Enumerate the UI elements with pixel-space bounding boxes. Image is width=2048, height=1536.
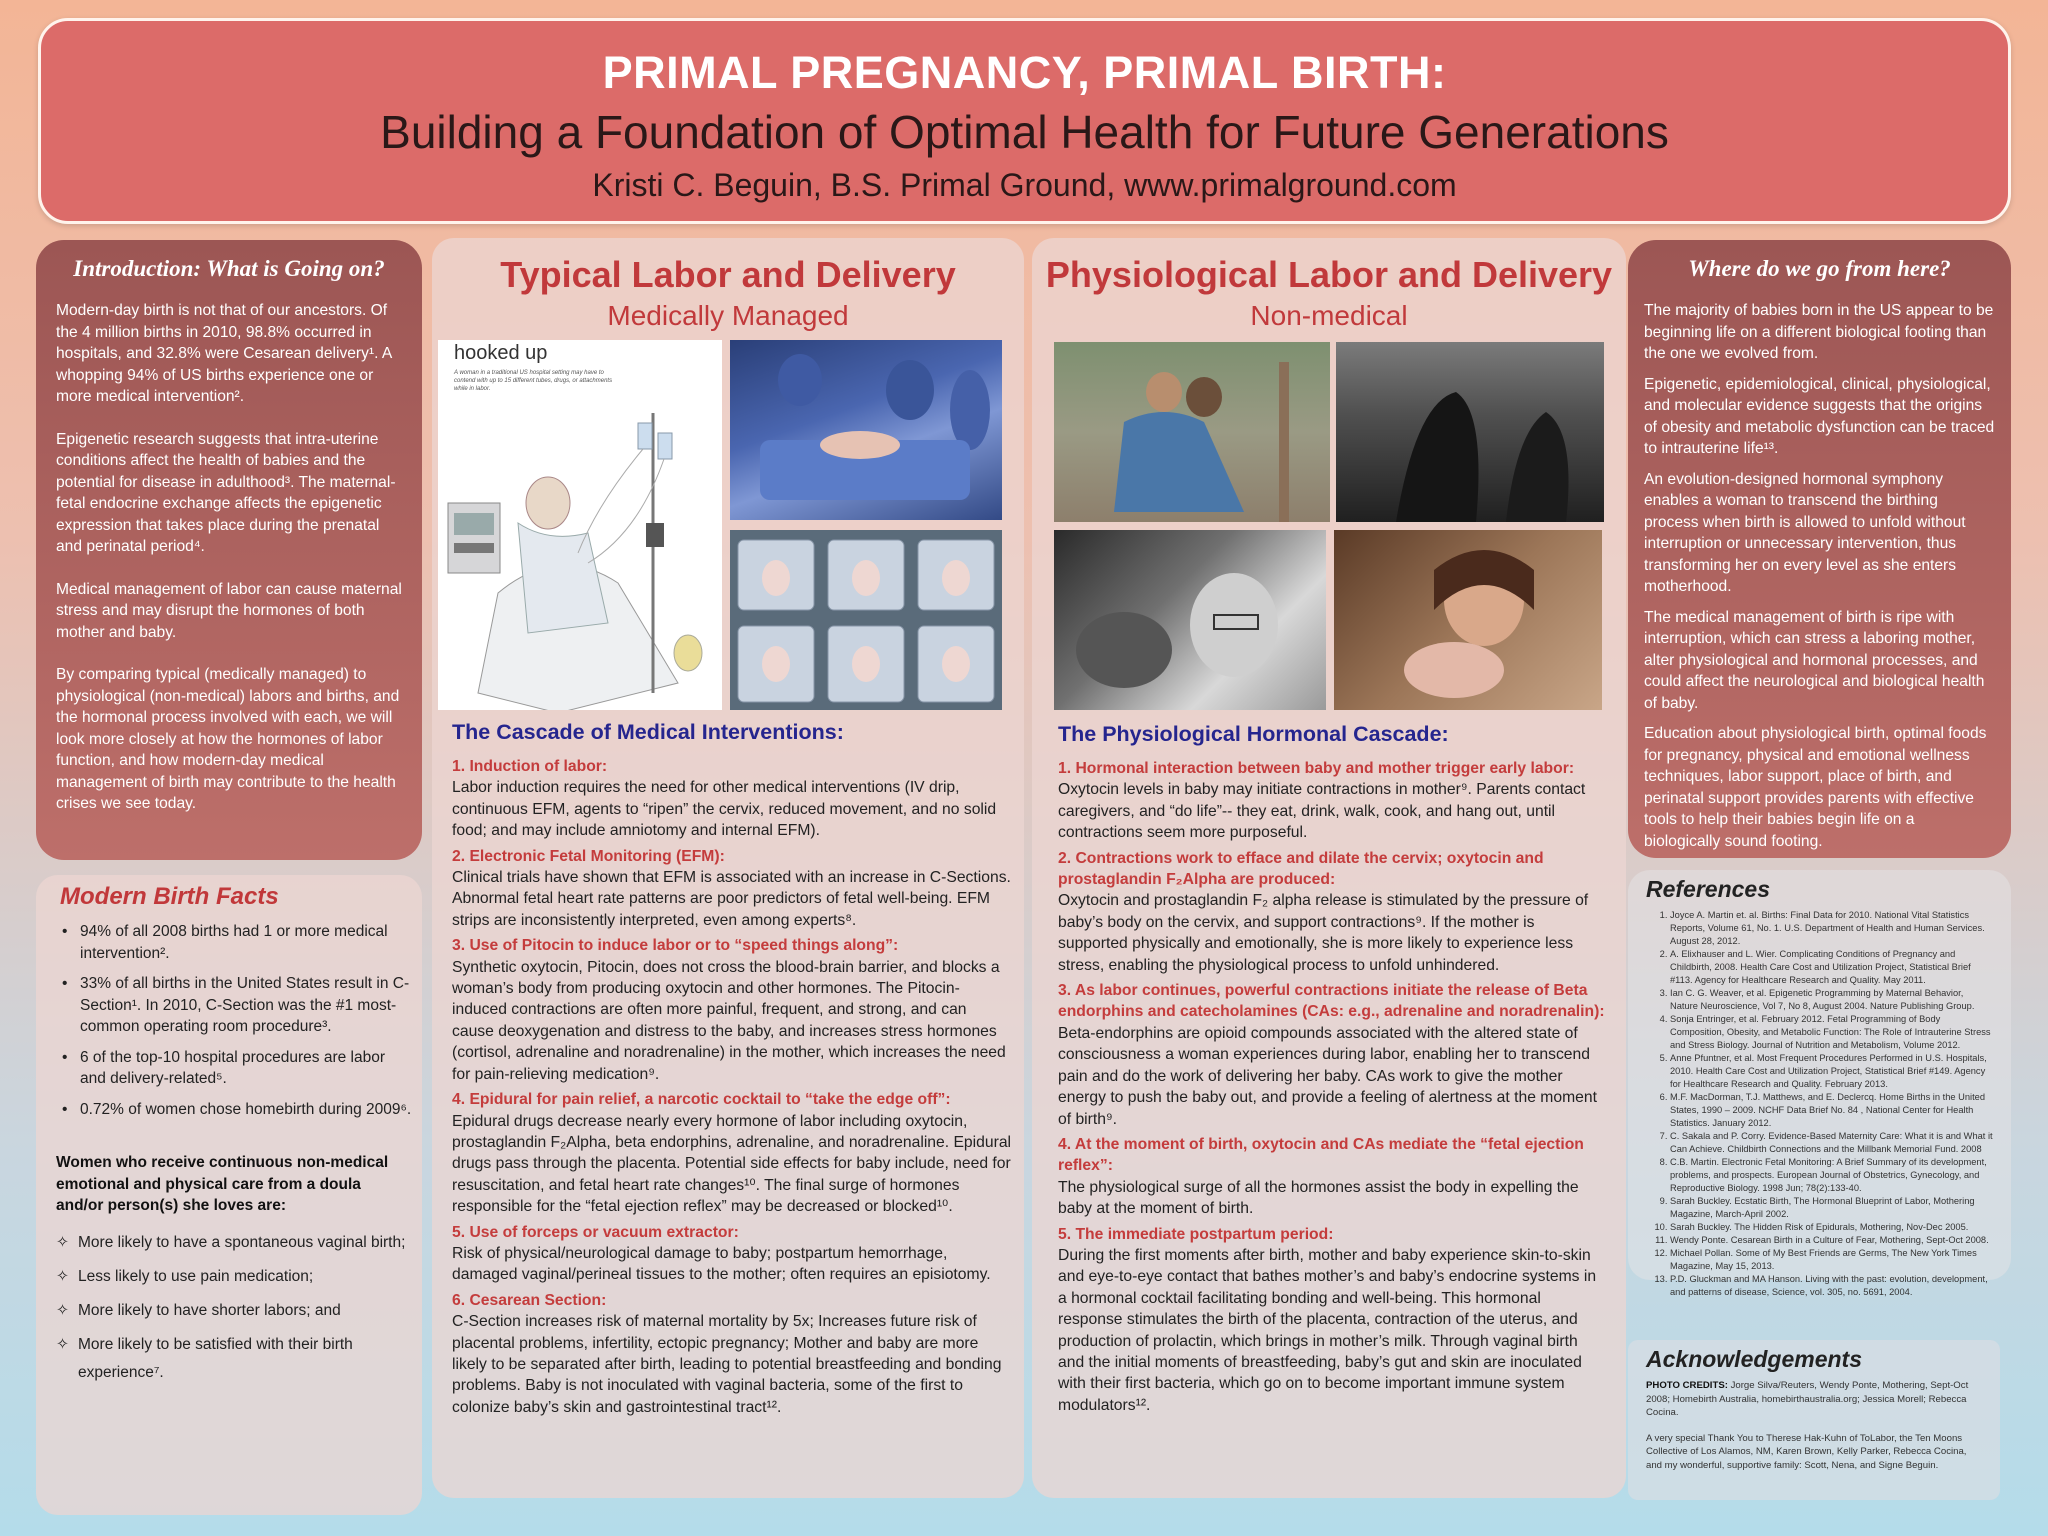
mother-bw-photo [1054, 530, 1326, 710]
labor-support-photo [1054, 342, 1330, 522]
typical-subtitle: Medically Managed [607, 300, 849, 331]
typical-panel [432, 238, 1024, 1498]
cascade-step-text: The physiological surge of all the hormones assist the body in expelling the baby at the moment of birth. [1058, 1178, 1579, 1218]
silhouette-scene [1336, 342, 1604, 522]
poster-title: PRIMAL PREGNANCY, PRIMAL BIRTH: [602, 47, 1447, 98]
intervention-text: Labor induction requires the need for other medical interventions (IV drip, continuous EFM, agents to “ripen” the cervix, reduced movement, and no solid food; and may include amniotomy and internal EFM). [452, 779, 997, 840]
intervention-heading: 4. Epidural for pain relief, a narcotic cocktail to “take the edge off”: [452, 1091, 951, 1109]
where-paragraph: Epigenetic, epidemiological, clinical, physiological, and molecular evidence suggests that the origins of obesity and metabolic dysfunction can be traced to intrauterine life¹³. [1644, 375, 1995, 457]
poster-author: Kristi C. Beguin, B.S. Primal Ground, www.primalground.com [592, 167, 1457, 203]
fact-item: • 33% of all births in the United States result in C-Section¹. In 2010, C-Section was the #1 most-common operating room procedure³. [58, 973, 412, 1038]
hooked-up-diagram [438, 340, 722, 710]
reference-item: 7. C. Sakala and P. Corry. Evidence-Based Maternity Care: What it is and What it Can Achieve. Childbirth Connections and the Millbank Memorial Fund. 2008 [1670, 1130, 1993, 1156]
intro-paragraph: By comparing typical (medically managed) to physiological (non-medical) labors and births, and the hormonal process involved with each, we will look more closely at how the hormones of labor function, and how modern-day medical management of birth may contribute to the health crises we see today. [56, 666, 400, 812]
waterbirth-scene [1334, 530, 1602, 710]
intervention-heading: 5. Use of forceps or vacuum extractor: [452, 1223, 739, 1241]
benefit-item: ✧ More likely to have shorter labors; and [54, 1297, 412, 1325]
reference-item: 4. Sonja Entringer, et al. February 2012. Fetal Programming of Body Composition, Obesity, and Metabolic Function: The Role of Intrauterine Stress and Stress Biology. Journal of Nutrition and Metabolism, Volume 2012. [1670, 1013, 1993, 1052]
fact-item: • 6 of the top-10 hospital procedures are labor and delivery-related⁵. [58, 1047, 412, 1090]
intervention-heading: 2. Electronic Fetal Monitoring (EFM): [452, 847, 725, 865]
where-panel [1628, 240, 2011, 858]
facts-heading: Modern Birth Facts [60, 883, 279, 910]
reference-item: 9. Sarah Buckley. Ecstatic Birth, The Hormonal Blueprint of Labor, Mothering Magazine, March-April 2002. [1670, 1195, 1993, 1221]
couple-photo [1054, 342, 1330, 522]
fact-item: • 94% of all 2008 births had 1 or more medical intervention². [58, 921, 412, 964]
where-paragraph: The majority of babies born in the US appear to be beginning life on a different biological footing than the one we evolved from. [1644, 302, 1994, 362]
reference-item: 3. Ian C. G. Weaver, et al. Epigenetic Programming by Maternal Behavior, Nature Neuroscience, Vol 7, No 8, August 2004. Nature Publishing Group. [1670, 987, 1993, 1013]
intervention-text: Risk of physical/neurological damage to baby; postpartum hemorrhage, damaged vaginal/perineal tissues to the mother; often requires an episiotomy. [452, 1244, 991, 1284]
photo-credits [1646, 1379, 1982, 1420]
intro-heading: Introduction: What is Going on? [73, 256, 385, 281]
reference-item: 8. C.B. Martin. Electronic Fetal Monitoring: A Brief Summary of its development, problems, and prospects. European Journal of Obstetrics, Gynecology, and Reproductive Biology. 1998 Jun; 78(2):133-40. [1670, 1156, 1993, 1195]
cascade-step-heading: 5. The immediate postpartum period: [1058, 1225, 1334, 1243]
cascade-step-heading: 2. Contractions work to efface and dilate the cervix; oxytocin and prostaglandin F₂Alpha are produced: [1058, 849, 1544, 889]
where-heading: Where do we go from here? [1688, 256, 1951, 281]
interventions-list [452, 752, 1012, 1420]
cascade-step-text: Beta-endorphins are opioid compounds associated with the altered state of consciousness a woman experiences during labor, enabling her to transcend pain and do the work of delivering her baby. CAs work to give the mother energy to push the baby out, and provide a feeling of alertness at the moment of birth⁹. [1058, 1024, 1597, 1128]
reference-item: 1. Joyce A. Martin et. al. Births: Final Data for 2010. National Vital Statistics Reports, Volume 61, No. 1. U.S. Department of Health and Human Services. August 28, 2012. [1670, 909, 1993, 948]
poster-subtitle: Building a Foundation of Optimal Health for Future Generations [380, 106, 1669, 158]
nursery-photo [730, 530, 1002, 710]
reference-item: 5. Anne Pfuntner, et al. Most Frequent Procedures Performed in U.S. Hospitals, 2010. Health Care Cost and Utilization Project, Statistical Brief #149. Agency for Healthcare Research and Quality. February 2013. [1670, 1052, 1993, 1091]
typical-title: Typical Labor and Delivery [500, 254, 956, 295]
benefit-item: ✧ More likely to be satisfied with their birth experience⁷. [54, 1331, 412, 1387]
intro-panel [36, 240, 422, 860]
benefit-item: ✧ Less likely to use pain medication; [54, 1263, 412, 1291]
intervention-heading: 1. Induction of labor: [452, 758, 608, 775]
reference-item: 2. A. Elixhauser and L. Wier. Complicating Conditions of Pregnancy and Childbirth, 2008. Health Care Cost and Utilization Project, Statistical Brief #113. Agency for Healthcare Research and Quality. May 2011. [1670, 948, 1993, 987]
hospital-bed-illustration [438, 393, 722, 710]
physio-title: Physiological Labor and Delivery [1045, 254, 1613, 295]
cascade-interventions-heading: The Cascade of Medical Interventions: [452, 720, 844, 744]
intervention-text: Synthetic oxytocin, Pitocin, does not cross the blood-brain barrier, and blocks a woman’s body from producing oxytocin and other hormones. The Pitocin-induced contractions are often more painful, frequent, and strong, and can cause deoxygenation and distress to the baby, and increases stress hormones (cortisol, adrenaline and noradrenaline) in the mother, which increases the need for pain-relieving medication⁹. [452, 958, 1006, 1083]
where-paragraph: An evolution-designed hormonal symphony enables a woman to transcend the birthing process when birth is allowed to unfold without interruption or unnecessary intervention, thus transforming her on every level as she enters motherhood. [1644, 470, 1966, 595]
surgery-scene [730, 340, 1002, 520]
poster-header [38, 18, 2011, 224]
cascade-step-text: During the first moments after birth, mother and baby experience skin-to-skin and eye-to-eye contact that bathes mother’s and baby’s endocrine systems in a hormonal cocktail facilitating bonding and well-being. This hormonal response stimulates the birth of the placenta, contraction of the uterus, and production of prolactin, which brings in mother’s milk. Through vaginal birth and the initial moments of breastfeeding, baby’s gut and skin are inoculated with their first bacteria, which go on to become important immune system modulators¹². [1058, 1246, 1597, 1414]
intro-paragraph: Medical management of labor can cause maternal stress and may disrupt the hormones of both mother and baby. [56, 580, 402, 641]
physio-subtitle: Non-medical [1250, 300, 1408, 331]
doula-statement: Women who receive continuous non-medical emotional and physical care from a doula and/or person(s) she loves are: [56, 1154, 389, 1214]
references-panel [1628, 870, 2011, 1297]
waterbirth-photo [1334, 530, 1602, 710]
references-heading: References [1646, 876, 1771, 902]
intro-paragraph: Modern-day birth is not that of our ancestors. Of the 4 million births in 2010, 98.8% occurred in hospitals, and 32.8% were Cesarean delivery¹. A whopping 94% of US births experience one or more medical intervention². [56, 302, 392, 405]
hormonal-cascade-list [1058, 754, 1606, 1418]
photo-credits-text: Jorge Silva/Reuters, Wendy Ponte, Mothering, Sept-Oct 2008; Homebirth Australia, homebirthaustralia.org; Jessica Morell; Rebecca Cocina. [1646, 1380, 1969, 1418]
facts-panel [36, 875, 422, 1515]
intervention-heading: 6. Cesarean Section: [452, 1291, 607, 1309]
references-list [1646, 909, 1993, 1299]
nursery-bassinets [730, 530, 1002, 710]
reference-item: 6. M.F. MacDorman, T.J. Matthews, and E. Declercq. Home Births in the United States, 1990 – 2009. NCHF Data Brief No. 84 , National Center for Health Statistics. January 2012. [1670, 1091, 1993, 1130]
where-paragraph: The medical management of birth is ripe with interruption, which can stress a laboring mother, alter physiological and hormonal processes, and could affect the neurological and biological health of baby. [1644, 608, 1985, 712]
thank-you-text: A very special Thank You to Therese Hak-Kuhn of ToLabor, the Ten Moons Collective of Los Alamos, NM, Karen Brown, Kelly Parker, Rebecca Cocina, and my wonderful, supportive family: Scott, Nena, and Signe Beguin. [1646, 1432, 1967, 1471]
cascade-step-heading: 4. At the moment of birth, oxytocin and CAs mediate the “fetal ejection reflex”: [1058, 1135, 1584, 1175]
intro-paragraph: Epigenetic research suggests that intra-uterine conditions affect the health of babies and the potential for disease in adulthood³. The maternal-fetal endocrine exchange affects the epigenetic expression that takes place during the prenatal and perinatal period⁴. [56, 430, 396, 555]
photo-credits-label: PHOTO CREDITS: [1646, 1380, 1728, 1391]
intervention-text: Epidural drugs decrease nearly every hormone of labor including oxytocin, prostaglandin F₂Alpha, beta endorphins, adrenaline, and noradrenaline. Epidural drugs pass through the placenta. Potential side effects for baby include, need for resuscitation, and fetal heart rate changes¹⁰. The final surge of hormones responsible for the “fetal ejection reflex” may be decreased or blocked¹⁰. [452, 1112, 1012, 1216]
reference-item: 11. Wendy Ponte. Cesarean Birth in a Culture of Fear, Mothering, Sept-Oct 2008. [1670, 1234, 1993, 1247]
reference-item: 10. Sarah Buckley. The Hidden Risk of Epidurals, Mothering, Nov-Dec 2005. [1670, 1221, 1993, 1234]
cascade-step-text: Oxytocin and prostaglandin F₂ alpha release is stimulated by the pressure of baby’s body on the cervix, and support contractions⁹. If the mother is supported physically and emotionally, she is more likely to experience less stress, enabling the physiological process to unfold unhindered. [1058, 892, 1589, 974]
intervention-text: C-Section increases risk of maternal mortality by 5x; Increases future risk of placental problems, infertility, ectopic pregnancy; Mother and baby are more likely to be separated after birth, leading to potential breastfeeding and bonding problems. Baby is not inoculated with vaginal bacteria, some of the first to colonize baby’s skin and gastrointestinal tract¹². [452, 1313, 1002, 1416]
hormonal-cascade-heading: The Physiological Hormonal Cascade: [1058, 722, 1449, 746]
cascade-step-heading: 1. Hormonal interaction between baby and mother trigger early labor: [1058, 760, 1575, 777]
benefit-item: ✧ More likely to have a spontaneous vaginal birth; [54, 1229, 412, 1257]
surgery-photo [730, 340, 1002, 520]
intervention-text: Clinical trials have shown that EFM is associated with an increase in C-Sections. Abnormal fetal heart rate patterns are poor predictors of fetal well-being. EFM strips are inconsistently interpreted, even among experts⁸. [452, 869, 1011, 929]
fact-item: • 0.72% of women chose homebirth during 2009⁶. [58, 1099, 412, 1121]
intervention-heading: 3. Use of Pitocin to induce labor or to “speed things along”: [452, 937, 899, 955]
physio-panel [1032, 238, 1626, 1498]
diagram-caption: A woman in a traditional US hospital setting may have to contend with up to 15 different tubes, drugs, or attachments while in labor. [454, 370, 613, 392]
reference-item: 12. Michael Pollan. Some of My Best Friends are Germs, The New York Times Magazine, May 15, 2013. [1670, 1247, 1993, 1273]
cascade-step-text: Oxytocin levels in baby may initiate contractions in mother⁹. Parents contact caregivers, and “do life”-- they eat, drink, walk, cook, and hang out, until contractions seem more purposeful. [1058, 781, 1586, 842]
mother-baby-bw [1054, 530, 1326, 710]
silhouette-photo [1336, 342, 1604, 522]
where-paragraph: Education about physiological birth, optimal foods for pregnancy, physical and emotional wellness techniques, labor support, place of birth, and perinatal support provides parents with effective tools to help their babies begin life on a biologically sound footing. [1644, 725, 1987, 850]
acknowledgements-heading: Acknowledgements [1646, 1346, 1862, 1372]
reference-item: 13. P.D. Gluckman and MA Hanson. Living with the past: evolution, development, and patterns of disease, Science, vol. 305, no. 5691, 2004. [1670, 1273, 1993, 1299]
acknowledgements-panel [1628, 1340, 2000, 1500]
diagram-title: hooked up [454, 342, 548, 364]
cascade-step-heading: 3. As labor continues, powerful contractions initiate the release of Beta endorphins and catecholamines (CAs: e.g., adrenaline and noradrenalin): [1058, 982, 1605, 1021]
